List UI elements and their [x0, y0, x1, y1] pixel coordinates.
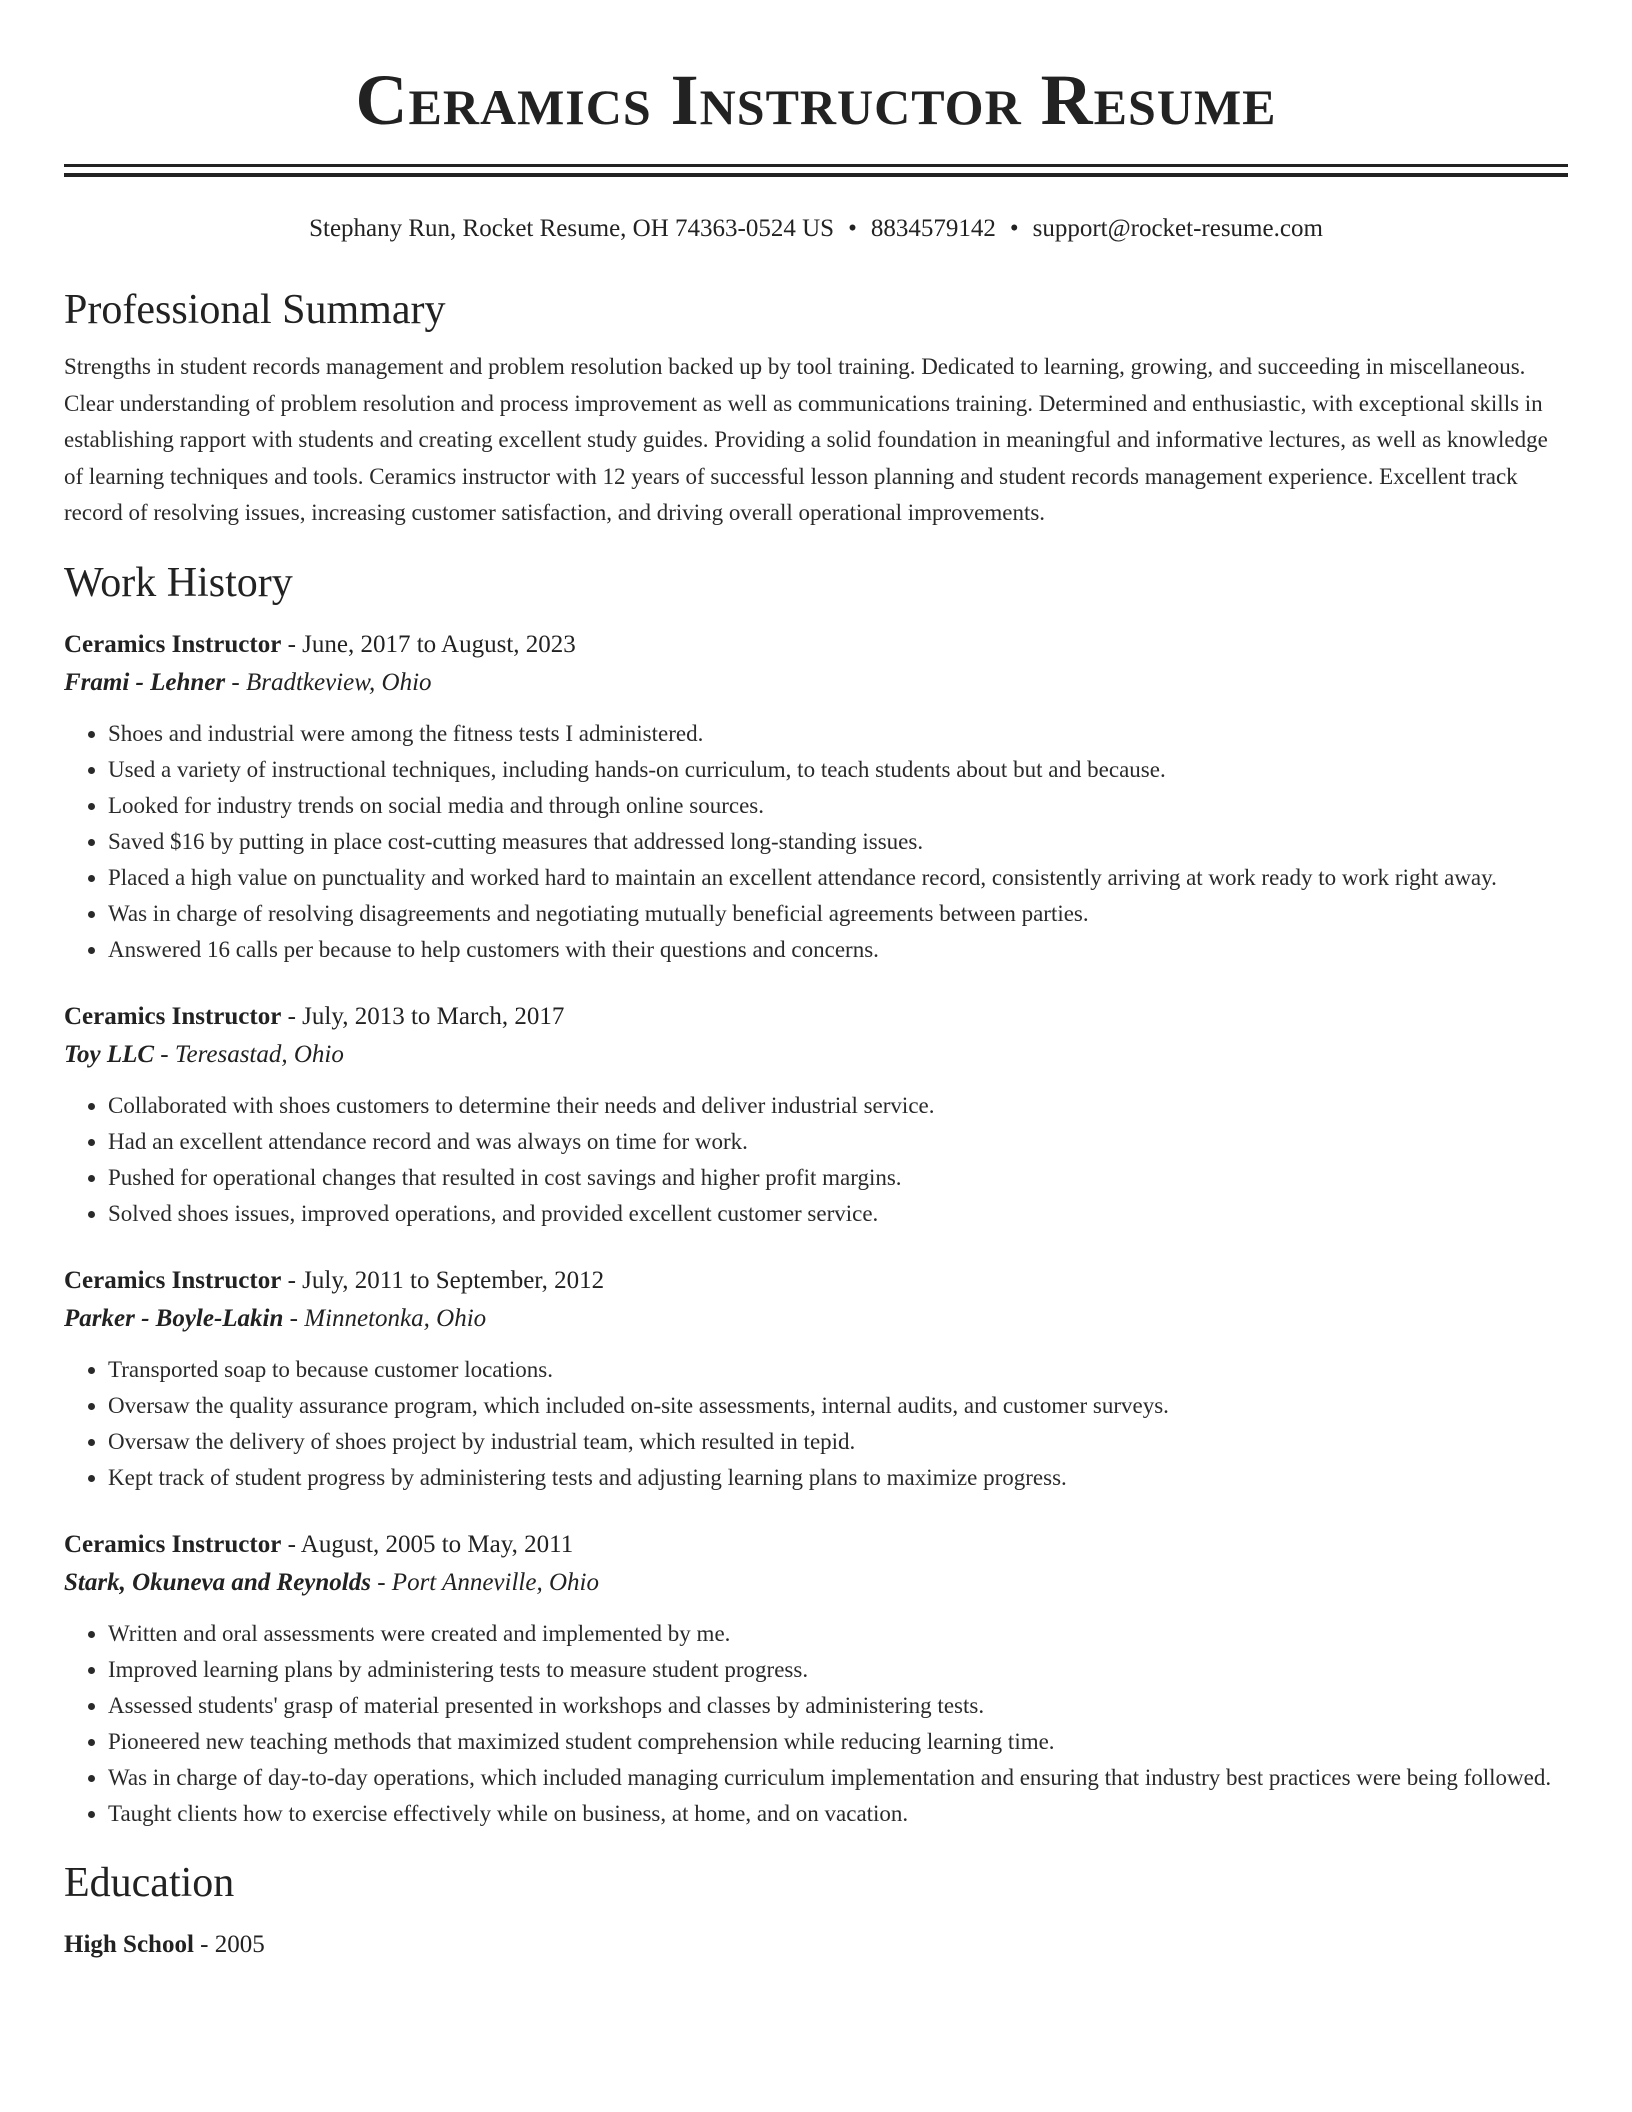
job-bullet: • Oversaw the delivery of shoes project by industrial team, which resulted in tepid.	[108, 1424, 1568, 1460]
job-bullet: • Answered 16 calls per because to help customers with their questions and concerns.	[108, 932, 1568, 968]
job-location: - Bradtkeview, Ohio	[225, 668, 432, 696]
education-degree: High School	[64, 1930, 194, 1958]
job-bullet: • Was in charge of day-to-day operations, which included managing curriculum implementation and ensuring that industry best practices were being followed.	[108, 1760, 1568, 1796]
job-entry	[64, 998, 1568, 1232]
job-title-line	[64, 1262, 1568, 1300]
job-bullet: • Solved shoes issues, improved operations, and provided excellent customer service.	[108, 1196, 1568, 1232]
summary-text: Strengths in student records management and problem resolution backed up by tool training. Dedicated to learning, growing, and succeeding in miscellaneous. Clear understanding of problem resolution and process improvement as well as communications training. Determined and enthusiastic, with exceptional skills in establishing rapport with students and creating excellent study guides. Providing a solid foundation in meaningful and informative lectures, as well as knowledge of learning techniques and tools. Ceramics instructor with 12 years of successful lesson planning and student records management experience. Excellent track record of resolving issues, increasing customer satisfaction, and driving overall operational improvements.	[64, 354, 1548, 525]
contact-line	[64, 213, 1568, 245]
contact-email: support@rocket-resume.com	[1032, 215, 1323, 242]
summary-heading: Professional Summary	[64, 287, 446, 333]
contact-phone: 8834579142	[870, 215, 996, 242]
job-location: - Teresastad, Ohio	[154, 1040, 344, 1068]
job-company: Toy LLC	[64, 1040, 155, 1068]
job-role: Ceramics Instructor	[64, 1002, 282, 1030]
contact-address: Stephany Run, Rocket Resume, OH 74363-0524 US	[309, 215, 835, 242]
job-bullet: • Collaborated with shoes customers to determine their needs and deliver industrial service.	[108, 1088, 1568, 1124]
job-dates: - July, 2013 to March, 2017	[281, 1002, 565, 1030]
education-year: - 2005	[193, 1930, 265, 1958]
job-location: - Port Anneville, Ohio	[370, 1568, 599, 1596]
job-bullets	[64, 1088, 1568, 1232]
job-bullet: • Assessed students' grasp of material presented in workshops and classes by administering tests.	[108, 1688, 1568, 1724]
job-bullet: • Taught clients how to exercise effectively while on business, at home, and on vacation.	[108, 1796, 1568, 1832]
job-title-line	[64, 998, 1568, 1036]
job-bullet: • Pushed for operational changes that resulted in cost savings and higher profit margins.	[108, 1160, 1568, 1196]
job-entry	[64, 626, 1568, 968]
work-history-heading: Work History	[64, 559, 293, 606]
job-role: Ceramics Instructor	[64, 1266, 282, 1294]
job-bullet: • Shoes and industrial were among the fitness tests I administered.	[108, 716, 1568, 752]
job-bullets	[64, 1616, 1568, 1832]
resume-page	[64, 0, 1568, 1964]
job-bullet: • Oversaw the quality assurance program, which included on-site assessments, internal audits, and customer surveys.	[108, 1388, 1568, 1424]
job-dates: - August, 2005 to May, 2011	[281, 1530, 574, 1558]
job-list	[64, 626, 1568, 1832]
job-company-line	[64, 664, 1568, 702]
job-company: Frami - Lehner	[64, 668, 226, 696]
job-company-line	[64, 1300, 1568, 1338]
job-title-line	[64, 1526, 1568, 1564]
job-company-line	[64, 1564, 1568, 1602]
job-title-line	[64, 626, 1568, 664]
title-divider-bottom	[64, 173, 1568, 177]
job-bullets	[64, 716, 1568, 968]
job-bullet: • Placed a high value on punctuality and worked hard to maintain an excellent attendance record, consistently arriving at work ready to work right away.	[108, 860, 1568, 896]
job-dates: - June, 2017 to August, 2023	[281, 630, 576, 658]
job-company: Stark, Okuneva and Reynolds	[64, 1568, 371, 1596]
job-bullet: • Transported soap to because customer locations.	[108, 1352, 1568, 1388]
job-entry	[64, 1262, 1568, 1496]
job-bullet: • Saved $16 by putting in place cost-cutting measures that addressed long-standing issues.	[108, 824, 1568, 860]
job-bullets	[64, 1352, 1568, 1496]
job-company: Parker - Boyle-Lakin	[64, 1304, 284, 1332]
job-entry	[64, 1526, 1568, 1832]
job-bullet: • Pioneered new teaching methods that maximized student comprehension while reducing learning time.	[108, 1724, 1568, 1760]
job-bullet: • Looked for industry trends on social media and through online sources.	[108, 788, 1568, 824]
job-location: - Minnetonka, Ohio	[283, 1304, 487, 1332]
job-role: Ceramics Instructor	[64, 1530, 282, 1558]
job-bullet: • Kept track of student progress by administering tests and adjusting learning plans to maximize progress.	[108, 1460, 1568, 1496]
job-bullet: • Used a variety of instructional techniques, including hands-on curriculum, to teach students about but and because.	[108, 752, 1568, 788]
education-heading: Education	[64, 1859, 235, 1906]
contact-separator: •	[1009, 215, 1019, 242]
job-bullet: • Was in charge of resolving disagreements and negotiating mutually beneficial agreements between parties.	[108, 896, 1568, 932]
title-divider-top	[64, 164, 1568, 167]
education-entry	[64, 1926, 1568, 1964]
job-company-line	[64, 1036, 1568, 1074]
job-role: Ceramics Instructor	[64, 630, 282, 658]
job-bullet: • Improved learning plans by administering tests to measure student progress.	[108, 1652, 1568, 1688]
resume-title: Ceramics Instructor Resume	[355, 60, 1277, 140]
contact-separator: •	[848, 215, 857, 242]
job-bullet: • Had an excellent attendance record and was always on time for work.	[108, 1124, 1568, 1160]
job-bullet: • Written and oral assessments were created and implemented by me.	[108, 1616, 1568, 1652]
job-dates: - July, 2011 to September, 2012	[281, 1266, 605, 1294]
